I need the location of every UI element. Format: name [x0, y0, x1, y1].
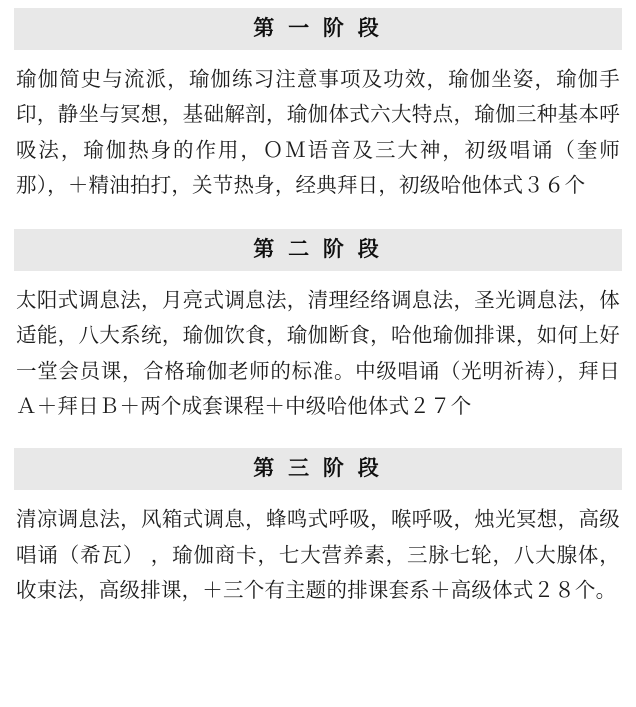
section-stage-one	[14, 8, 622, 219]
section-body-stage-three: 清凉调息法，风箱式调息，蜂鸣式呼吸，喉呼吸，烛光冥想，高级唱诵（希瓦） ，瑜伽商卡，七大营养素，三脉七轮，八大腺体，收束法，高级排课，＋三个有主题的排课套系＋高级体式２８个。	[16, 508, 620, 602]
section-body-stage-two: 太阳式调息法，月亮式调息法，清理经络调息法，圣光调息法，体适能，八大系统，瑜伽饮食，瑜伽断食，哈他瑜伽排课，如何上好一堂会员课，合格瑜伽老师的标准。中级唱诵（光明祈祷），拜日Ａ＋拜日Ｂ＋两个成套课程＋中级哈他体式２７个	[16, 289, 620, 418]
section-title-stage-one: 第 一 阶 段	[14, 8, 622, 50]
section-body-stage-one: 瑜伽简史与流派，瑜伽练习注意事项及功效，瑜伽坐姿，瑜伽手印，静坐与冥想，基础解剖，瑜伽体式六大特点，瑜伽三种基本呼吸法，瑜伽热身的作用，ＯＭ语音及三大神，初级唱诵（奎师那），＋精油拍打，关节热身，经典拜日，初级哈他体式３６个	[16, 68, 620, 197]
section-title-stage-three: 第 三 阶 段	[14, 448, 622, 490]
section-title-stage-two: 第 二 阶 段	[14, 229, 622, 271]
section-stage-two	[14, 221, 622, 438]
section-stage-three	[14, 440, 622, 622]
